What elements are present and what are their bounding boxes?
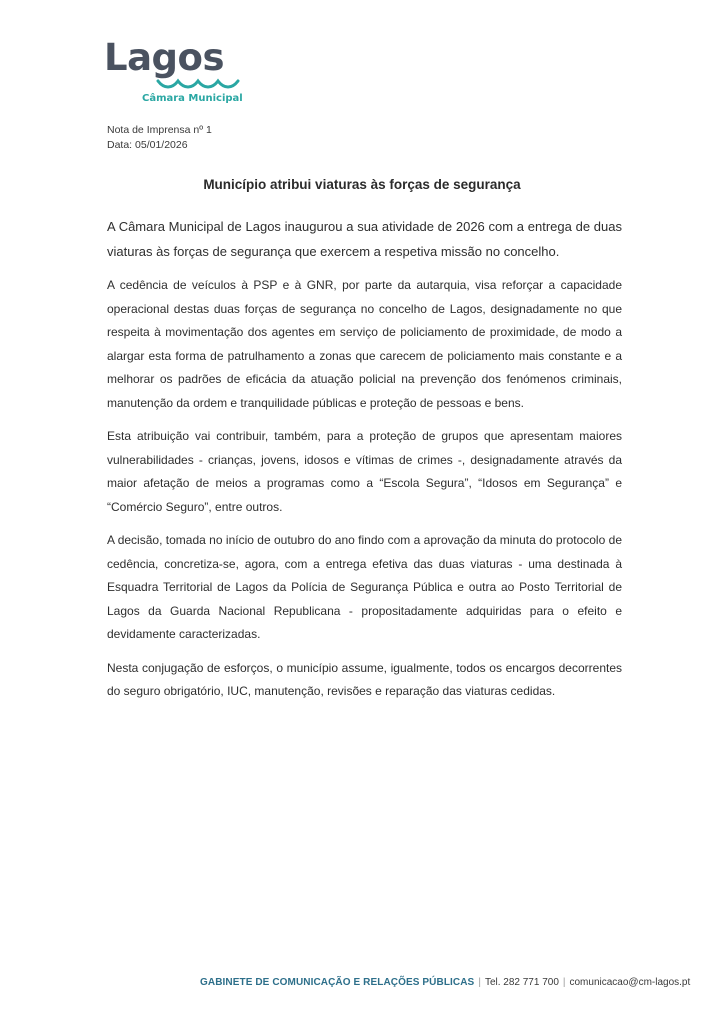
press-date: Data: 05/01/2026 bbox=[107, 139, 188, 151]
footer-email[interactable]: comunicacao@cm-lagos.pt bbox=[569, 977, 691, 988]
logo-wordmark: Lagos bbox=[104, 36, 224, 79]
logo-subtitle: Câmara Municipal bbox=[142, 93, 243, 104]
footer bbox=[200, 977, 690, 988]
paragraph: A Câmara Municipal de Lagos inaugurou a sua atividade de 2026 com a entrega de duas viaturas às forças de segurança que exercem a respetiva missão no concelho. bbox=[107, 219, 622, 259]
article-body bbox=[107, 214, 622, 704]
footer-phone: Tel. 282 771 700 bbox=[484, 977, 559, 988]
press-note-number: Nota de Imprensa nº 1 bbox=[107, 124, 212, 136]
footer-separator: | bbox=[478, 977, 481, 988]
paragraph: Nesta conjugação de esforços, o município assume, igualmente, todos os encargos decorrentes do seguro obrigatório, IUC, manutenção, revisões e reparação das viaturas cedidas. bbox=[107, 660, 622, 698]
paragraph: A cedência de veículos à PSP e à GNR, por parte da autarquia, visa reforçar a capacidade operacional destas duas forças de segurança no concelho de Lagos, designadamente no que respeita à movimentação dos agentes em serviço de policiamento de proximidade, de modo a alargar esta forma de patrulhamento a zonas que carecem de policiamento mais constante e a melhorar os padrões de eficácia da atuação policial na prevenção dos fenómenos criminais, manutenção da ordem e tranquilidade públicas e proteção de pessoas e bens. bbox=[107, 278, 622, 410]
page-title: Município atribui viaturas às forças de segurança bbox=[203, 177, 521, 192]
paragraph: Esta atribuição vai contribuir, também, para a proteção de grupos que apresentam maiores vulnerabilidades - crianças, jovens, idosos e vítimas de crimes -, designadamente através da maior afetação de meios a programas como a “Escola Segura”, “Idosos em Segurança” e “Comércio Seguro”, entre outros. bbox=[107, 429, 622, 514]
document-meta bbox=[107, 123, 212, 153]
paragraph: A decisão, tomada no início de outubro do ano findo com a aprovação da minuta do protocolo de cedência, concretiza-se, agora, com a entrega efetiva das duas viaturas - uma destinada à Esquadra Territorial de Lagos da Polícia de Segurança Pública e outra ao Posto Territorial de Lagos da Guarda Nacional Republicana - propositadamente adquiridas para o efeito e devidamente caracterizadas. bbox=[107, 533, 622, 641]
footer-office: GABINETE DE COMUNICAÇÃO E RELAÇÕES PÚBLICAS bbox=[200, 977, 475, 988]
footer-separator: | bbox=[562, 977, 566, 988]
logo bbox=[104, 38, 254, 110]
